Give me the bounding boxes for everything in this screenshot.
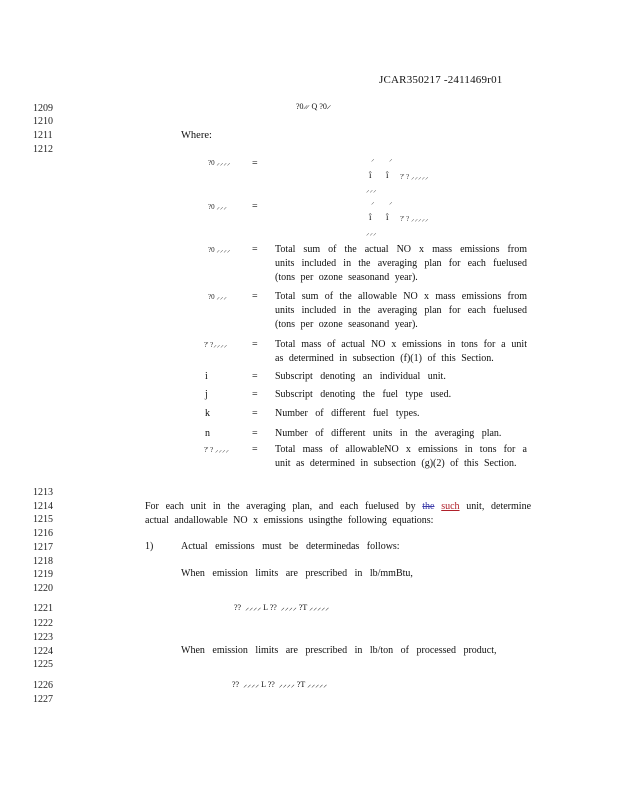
line-number: 1218: [33, 556, 53, 567]
sum-lower-limit: ⸝⸝⸝: [366, 186, 377, 194]
line-number: 1215: [33, 514, 53, 525]
definition-text: Number of different units in the averaging plan.: [275, 428, 502, 439]
where-label: Where:: [181, 130, 212, 141]
sum-upper-limit: ⸝: [371, 198, 375, 206]
definition-text: Number of different fuel types.: [275, 408, 420, 419]
equals-sign: =: [252, 444, 258, 455]
equals-sign: =: [252, 201, 258, 212]
equals-sign: =: [252, 244, 258, 255]
line-number: 1223: [33, 632, 53, 643]
equals-sign: =: [252, 291, 258, 302]
line-number: 1212: [33, 144, 53, 155]
list-item-text: Actual emissions must be determinedas follows:: [181, 541, 400, 552]
definition-text: Subscript denoting an individual unit.: [275, 371, 446, 382]
document-id-header: JCAR350217 -2411469r01: [379, 74, 503, 86]
line-number: 1214: [33, 501, 53, 512]
sum-term: ?' ? ⸝⸝⸝⸝⸝: [400, 215, 429, 223]
equals-sign: =: [252, 389, 258, 400]
body-paragraph: [145, 500, 531, 528]
line-number: 1224: [33, 646, 53, 657]
line-number: 1209: [33, 103, 53, 114]
line-number: 1222: [33, 618, 53, 629]
definition-symbol: k: [205, 408, 210, 419]
top-equation: ?0 ̷ ̷ Q ?0 ̷: [296, 102, 331, 111]
definition-symbol: ?0 ⸝⸝⸝: [208, 203, 227, 211]
definition-symbol: ?0 ⸝⸝⸝⸝: [208, 246, 231, 254]
definition-symbol: ?0 ⸝⸝⸝: [208, 293, 227, 301]
condition-text: When emission limits are prescribed in lb/ton of processed product,: [181, 645, 497, 656]
sigma-symbol: î: [369, 212, 372, 222]
equals-sign: =: [252, 371, 258, 382]
sum-term: ?' ? ⸝⸝⸝⸝⸝: [400, 173, 429, 181]
sigma-symbol: î: [386, 170, 389, 180]
formula: ?? ⸝⸝⸝⸝ L ?? ⸝⸝⸝⸝ ?T ⸝⸝⸝⸝⸝: [234, 603, 330, 612]
line-number: 1226: [33, 680, 53, 691]
definition-text: Subscript denoting the fuel type used.: [275, 389, 452, 400]
line-number: 1210: [33, 116, 53, 127]
equals-sign: =: [252, 428, 258, 439]
definition-symbol: n: [205, 428, 210, 439]
sum-upper-limit: ⸝: [389, 198, 393, 206]
struck-text: the: [422, 501, 435, 512]
definition-symbol: ?' ? ⸝⸝⸝⸝: [204, 446, 229, 454]
definition-text: Total sum of the actual NO x mass emissions from units included in the averaging plan for each fuelused (tons per ozone seasonand year).: [275, 244, 527, 283]
paragraph-text: unit, determine actual andallowable NO x emissions usingthe following equations:: [145, 501, 532, 526]
equals-sign: =: [252, 339, 258, 350]
definition-symbol: ?0 ⸝⸝⸝⸝: [208, 159, 231, 167]
line-number: 1225: [33, 659, 53, 670]
equals-sign: =: [252, 158, 258, 169]
equals-sign: =: [252, 408, 258, 419]
line-number: 1217: [33, 542, 53, 553]
sum-upper-limit: ⸝: [389, 155, 393, 163]
definition-text: Total mass of allowableNO x emissions in tons for a unit as determined in subsection (g)(2) of this Section.: [275, 444, 527, 469]
inserted-text: such: [441, 501, 460, 512]
formula: ?? ⸝⸝⸝⸝ L ?? ⸝⸝⸝⸝ ?T ⸝⸝⸝⸝⸝: [232, 680, 328, 689]
definition-symbol: ?' ?⸝⸝⸝⸝: [204, 341, 228, 349]
list-item-number: 1): [145, 541, 154, 552]
condition-text: When emission limits are prescribed in lb/mmBtu,: [181, 568, 413, 579]
definition-text: Total mass of actual NO x emissions in tons for a unit as determined in subsection (f)(1) of this Section.: [275, 339, 527, 364]
line-number: 1227: [33, 694, 53, 705]
line-number: 1221: [33, 603, 53, 614]
line-number: 1219: [33, 569, 53, 580]
sigma-symbol: î: [369, 170, 372, 180]
sum-upper-limit: ⸝: [371, 155, 375, 163]
paragraph-text: For each unit in the averaging plan, and each fuelused by: [145, 501, 423, 512]
sum-lower-limit: ⸝⸝⸝: [366, 229, 377, 237]
line-number: 1211: [33, 130, 53, 141]
definition-symbol: j: [205, 389, 208, 400]
line-number: 1220: [33, 583, 53, 594]
sigma-symbol: î: [386, 212, 389, 222]
line-number: 1213: [33, 487, 53, 498]
definition-symbol: i: [205, 371, 208, 382]
definition-text: Total sum of the allowable NO x mass emissions from units included in the averaging plan for each fuelused (tons per ozone seasonand year).: [275, 291, 527, 330]
line-number: 1216: [33, 528, 53, 539]
